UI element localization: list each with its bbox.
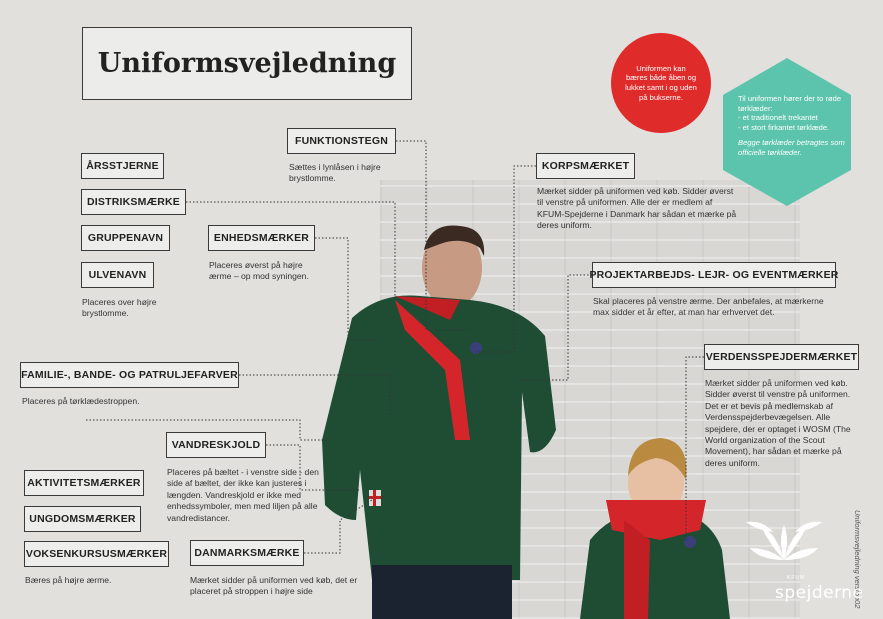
label-voksenkursus: VOKSENKURSUSMÆRKER	[24, 541, 169, 567]
logo-small-text: KFUM	[787, 575, 806, 581]
logo-name: spejderne	[775, 583, 864, 603]
label-distriktsmaerke: DISTRIKSMÆRKE	[81, 189, 186, 215]
desc-familie: Placeres på tørklædestroppen.	[22, 396, 140, 406]
label-gruppenavn: GRUPPENAVN	[81, 225, 170, 251]
version-text: Uniformsvejledning version02	[853, 510, 862, 609]
kfum-spejderne-logo-icon	[746, 522, 822, 560]
hex-note-heading: Til uniformen hører der to røde tørklæder:	[738, 94, 842, 113]
desc-voksenkursus: Bæres på højre ærme.	[25, 575, 112, 585]
hex-note-italic: Begge tørklæder betragtes som officielle tørklæder.	[738, 138, 845, 157]
desc-ulvenavn: Placeres over højre brystlomme.	[82, 297, 157, 319]
label-enhedsmaerker: ENHEDSMÆRKER	[208, 225, 315, 251]
label-funktionstegn: FUNKTIONSTEGN	[287, 128, 396, 154]
label-ungdom: UNGDOMSMÆRKER	[24, 506, 141, 532]
hex-note-item: - et traditionelt trekantet	[738, 113, 818, 123]
man-figure	[322, 226, 556, 619]
label-projekt: PROJEKTARBEJDS- LEJR- OG EVENTMÆRKER	[592, 262, 836, 288]
label-ulvenavn: ULVENAVN	[81, 262, 154, 288]
label-danmark: DANMARKSMÆRKE	[190, 540, 304, 566]
label-verdensspejder: VERDENSSPEJDERMÆRKET	[704, 344, 859, 370]
label-korpsmaerket: KORPSMÆRKET	[536, 153, 635, 179]
desc-vandreskjold: Placeres på bæltet - i venstre side - den side af bæltet, der ikke kan justeres i længden. Vandreskjold er ikke med enhedssymboler, men med liljen på alle vandredistancer.	[167, 467, 319, 523]
circle-note: Uniformen kan bæres både åben og lukket samt i og uden på bukserne.	[611, 33, 711, 133]
desc-funktionstegn: Sættes i lynlåsen i højre brystlomme.	[289, 162, 381, 184]
label-aarsstjerne: ÅRSSTJERNE	[81, 153, 164, 179]
desc-korpsmaerket: Mærket sidder på uniformen ved køb. Sidder øverst til venstre på uniformen. Alle der er medlem af KFUM-Spejderne i Danmark har sådan et mærke på deres uniform.	[537, 186, 737, 231]
hex-note	[738, 94, 846, 158]
label-aktivitet: AKTIVITETSMÆRKER	[24, 470, 144, 496]
desc-enhedsmaerker: Placeres øverst på højre ærme – op mod syningen.	[209, 260, 309, 282]
label-familie: FAMILIE-, BANDE- OG PATRULJEFARVER	[20, 362, 239, 388]
desc-danmark: Mærket sidder på uniformen ved køb, det er placeret på stroppen i højre side	[190, 575, 358, 597]
desc-projekt: Skal placeres på venstre ærme. Der anbefales, at mærkerne max sidder et år efter, at man har erhvervet det.	[593, 296, 824, 318]
desc-verdensspejder: Mærket sidder på uniformen ved køb. Sidder øverst til venstre på uniformen. Det er et bevis på medlemskab af Verdensspejderbevægelsen. Alle spejdere, der er optaget i WOSM (The World organization of the Scout Movement), har sådan et mærke på deres uniform.	[705, 378, 851, 468]
hex-note-item: - et stort firkantet tørklæde.	[738, 122, 830, 132]
page-title: Uniformsvejledning	[82, 27, 412, 100]
label-vandreskjold: VANDRESKJOLD	[166, 432, 266, 458]
